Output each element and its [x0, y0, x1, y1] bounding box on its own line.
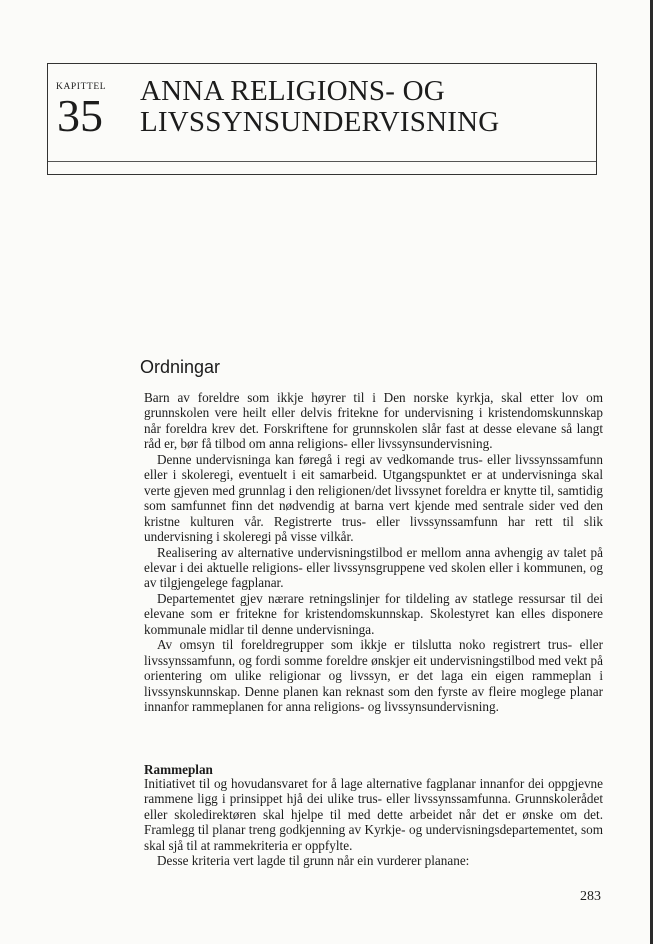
paragraph: Departementet gjev nærare retningslinjer for tildeling av statlege ressursar til dei elevane som er fritekne for kristendomskunnskap. Skolestyret kan elles disponere kommunale midlar til denne undervisninga. — [144, 590, 603, 637]
chapter-title-line-1: ANNA RELIGIONS- OG — [140, 75, 445, 107]
subsection-body — [144, 776, 603, 869]
section-heading: Ordningar — [140, 357, 221, 377]
chapter-box-divider — [48, 161, 596, 162]
section-body — [144, 390, 603, 715]
subsection-heading: Rammeplan — [144, 762, 213, 777]
chapter-label: KAPITTEL — [56, 82, 107, 92]
paragraph: Denne undervisninga kan føregå i regi av vedkomande trus- eller livssynssamfunn eller i skoleregi, eventuelt i eit samarbeid. Utgangspunktet er at undervisninga skal verte gjeven med grunnlag i den religionen/det livssynet foreldra er knytte til, samtidig som samfunnet finn det nødvendig at barna vert kjende med sentrale sider ved den kristne kulturen vår. Registrerte trus- eller livssynssamfunn har rett til slik undervisning i skoleregi på visse vilkår. — [144, 451, 603, 545]
paragraph: Barn av foreldre som ikkje høyrer til i Den norske kyrkja, skal etter lov om grunnskolen vere heilt eller delvis fritekne for undervisning i kristendomskunnskap når foreldra krev det. Forskriftene for grunnskolen slår fast at desse elevane så langt råd er, bør få tilbod om anna religions- eller livssynsundervisning. — [144, 390, 603, 452]
chapter-header-box — [47, 63, 597, 175]
chapter-title-line-2: LIVSSYNSUNDERVISNING — [140, 106, 500, 138]
chapter-title — [140, 76, 499, 138]
paragraph: Realisering av alternative undervisningstilbod er mellom anna avhengig av talet på elevar i dei aktuelle religions- eller livssynsgruppene ved skolen eller i kommunen, og av tilgjengelege fagplanar. — [144, 544, 603, 591]
page-number: 283 — [580, 889, 601, 904]
paragraph: Av omsyn til foreldregrupper som ikkje er tilslutta noko registrert trus- eller livssynssamfunn, og fordi somme foreldre ønskjer eit undervisningstilbod med vekt på orientering om ulike religionar og livssyn, er det laga ein eigen rammeplan i livssynskunnskap. Denne planen kan reknast som den fyrste av fleire moglege planar innanfor rammeplanen for anna religions- og livssynsundervisning. — [144, 637, 603, 715]
paragraph: Desse kriteria vert lagde til grunn når ein vurderer planane: — [157, 853, 470, 869]
paragraph: Initiativet til og hovudansvaret for å lage alternative fagplanar innanfor dei oppgjevne rammene ligg i prinsippet hjå dei ulike trus- eller livssynssamfunna. Grunnskolerådet eller skoledirektøren skal hjelpe til med dette arbeidet når det er ønske om det. Framlegg til planar treng godkjenning av Kyrkje- og undervisningsdepartementet, som skal sjå til at rammekriteria er oppfylte. — [144, 776, 603, 853]
chapter-number: 35 — [57, 90, 103, 141]
